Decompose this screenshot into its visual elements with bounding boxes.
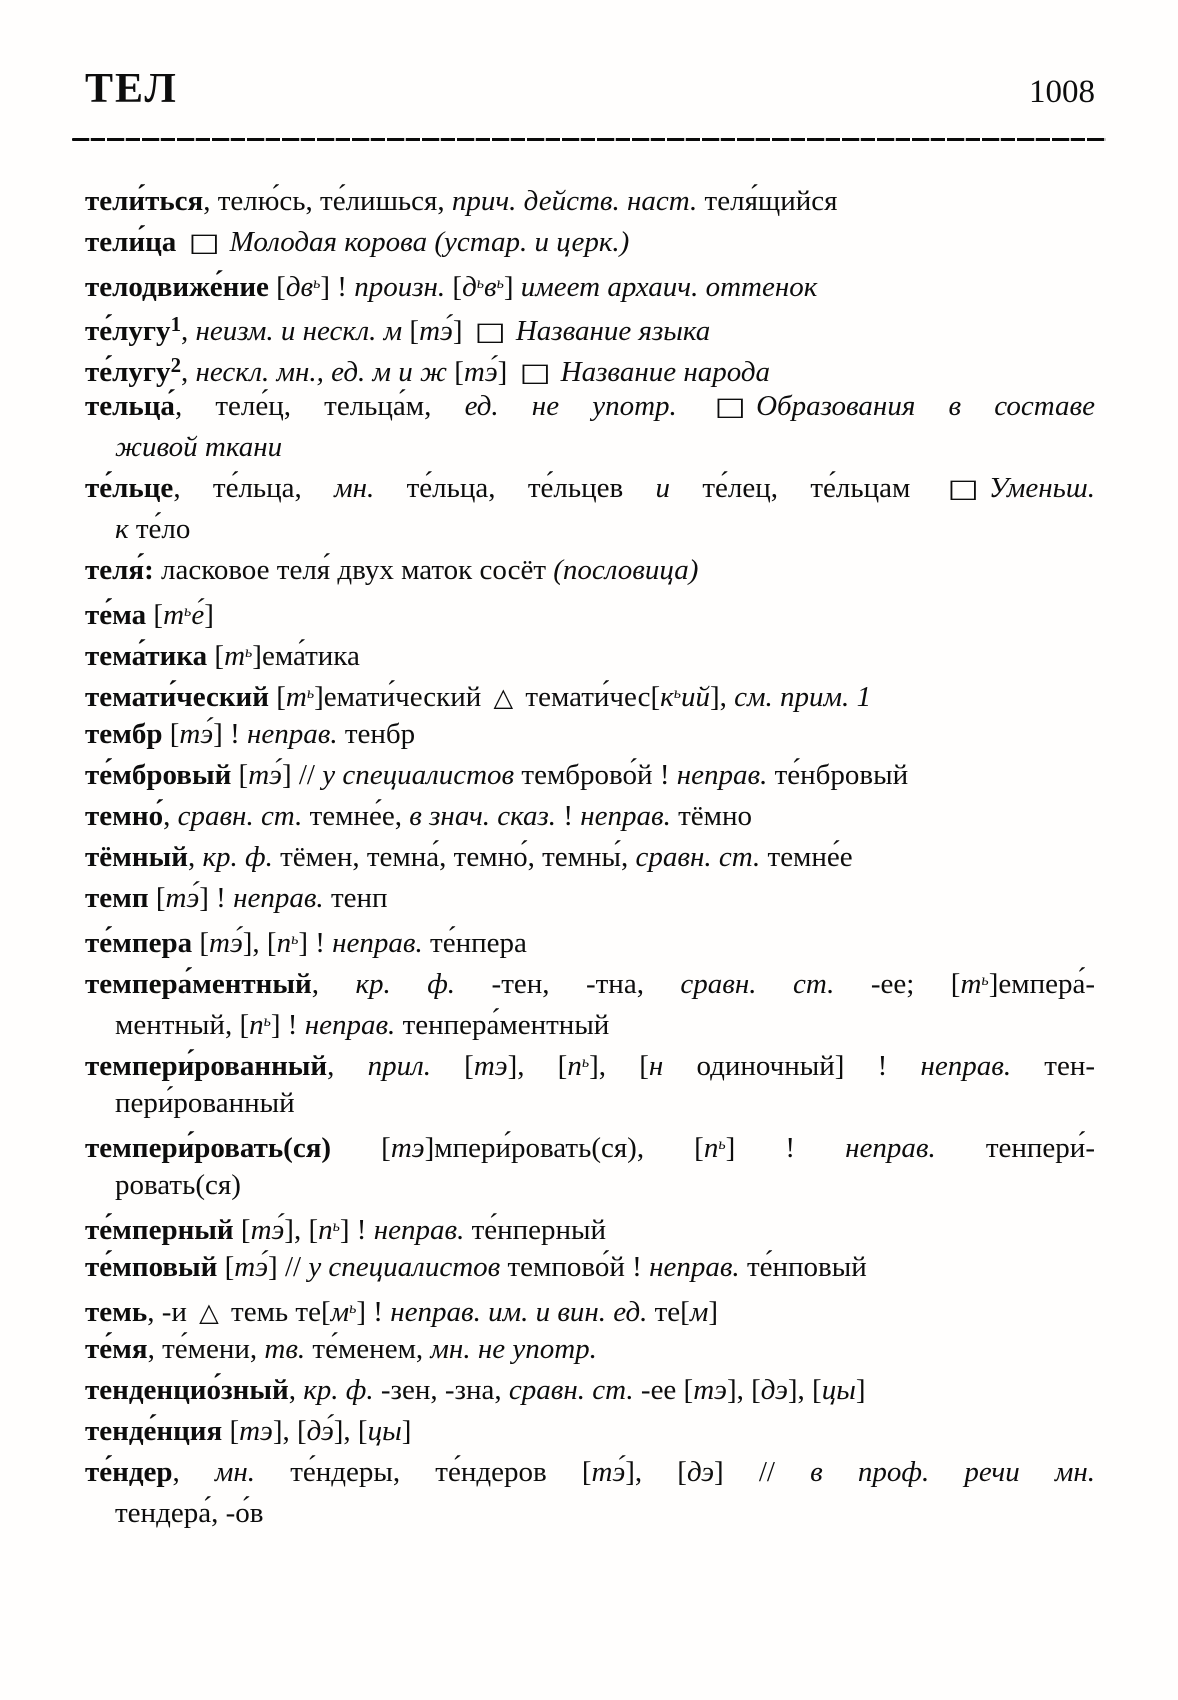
- text-run: см. прим.: [734, 680, 850, 713]
- dictionary-entry: [85, 1452, 1095, 1534]
- entry-line: [85, 1329, 1095, 1370]
- text-run: ь: [291, 931, 299, 948]
- text-run: неправ.: [845, 1131, 936, 1164]
- text-run: тёмно: [670, 800, 753, 832]
- text-run: те́ндеры, те́ндеров [: [255, 1456, 592, 1488]
- text-run: , -и: [147, 1295, 195, 1328]
- text-run: ], [: [787, 1374, 822, 1406]
- text-run: ], [: [333, 1415, 368, 1447]
- text-run: ь: [313, 275, 321, 292]
- definition-square-icon: □: [474, 316, 506, 347]
- text-run: одиночный] !: [663, 1049, 921, 1082]
- text-run: теля́:: [85, 554, 154, 586]
- text-run: тели́ца: [85, 226, 177, 258]
- entry-line: [85, 1370, 1095, 1411]
- text-run: [: [446, 355, 464, 388]
- text-run: неправ.: [246, 718, 338, 750]
- text-run: ед. не употр.: [464, 390, 677, 422]
- text-run: ]: [708, 1295, 719, 1328]
- text-run: цы: [367, 1415, 402, 1447]
- dictionary-entry: [85, 755, 1095, 796]
- text-run: [: [268, 680, 286, 713]
- page-header: [85, 68, 1095, 110]
- text-run: ] !: [320, 270, 355, 303]
- dictionary-entry: [85, 1247, 1095, 1288]
- text-run: те́льце: [85, 472, 174, 504]
- entry-line: [85, 1124, 1095, 1165]
- text-run: [: [331, 1131, 391, 1164]
- text-run: т: [960, 967, 982, 1000]
- text-run: п: [276, 926, 292, 959]
- text-run: ], [: [284, 1213, 319, 1246]
- text-run: те́мповый: [85, 1251, 218, 1283]
- text-run: мн.: [334, 472, 375, 504]
- text-run: неправ.: [580, 800, 671, 832]
- text-run: ментный, [: [115, 1008, 250, 1041]
- text-run: -ее [: [633, 1374, 694, 1406]
- text-run: те́нбровый: [767, 759, 909, 791]
- text-run: [: [192, 926, 210, 959]
- entry-line: [85, 345, 1095, 386]
- text-run: неправ. им. и вин. ед.: [390, 1295, 648, 1328]
- entry-line: [85, 509, 1095, 550]
- text-run: ь: [673, 685, 681, 702]
- text-run: ]емпера́-: [988, 967, 1095, 1000]
- text-run: те́нпера: [422, 926, 527, 959]
- entry-line: [85, 755, 1095, 796]
- text-run: нескл. мн., ед. м и ж: [195, 355, 447, 388]
- text-run: ] !: [339, 1213, 374, 1246]
- text-run: сравн. ст.: [508, 1374, 634, 1406]
- entry-line: [85, 1001, 1095, 1042]
- dictionary-entry: [85, 796, 1095, 837]
- text-run: д: [462, 270, 477, 303]
- triangle-symbol-icon: △: [199, 1297, 219, 1328]
- text-run: тельца́: [85, 390, 175, 422]
- dictionary-entries: [85, 181, 1095, 1534]
- text-run: живой ткани: [115, 431, 283, 463]
- text-run: тэ́: [165, 882, 200, 914]
- text-run: неправ.: [332, 926, 423, 959]
- text-run: м: [330, 1295, 350, 1328]
- text-run: ], [: [507, 1049, 568, 1082]
- text-run: тв.: [264, 1333, 306, 1365]
- dictionary-entry: [85, 1042, 1095, 1124]
- text-run: 1: [170, 312, 181, 336]
- text-run: к: [660, 680, 674, 713]
- text-run: [: [268, 270, 286, 303]
- text-run: ,: [311, 967, 356, 1000]
- entry-line: [85, 1288, 1095, 1329]
- text-run: ], [: [272, 1415, 307, 1447]
- dictionary-entry: [85, 673, 1095, 714]
- text-run: ,: [181, 355, 196, 388]
- text-run: те[: [647, 1295, 690, 1328]
- text-run: неправ.: [649, 1251, 740, 1283]
- text-run: [: [148, 882, 166, 914]
- entry-line: [85, 1083, 1095, 1124]
- text-run: 1: [856, 680, 872, 713]
- entry-line: [85, 878, 1095, 919]
- text-run: ] !: [356, 1295, 391, 1328]
- text-run: Уменьш.: [988, 472, 1095, 504]
- entry-line: [85, 837, 1095, 878]
- triangle-symbol-icon: △: [493, 682, 514, 713]
- text-run: неправ.: [373, 1213, 465, 1246]
- text-run: и: [655, 472, 671, 504]
- text-run: те́мбровый: [85, 759, 232, 791]
- text-run: ] !: [298, 926, 333, 959]
- text-run: неправ.: [920, 1049, 1012, 1082]
- text-run: темне́е: [760, 841, 853, 873]
- text-run: тенпери́-: [935, 1131, 1095, 1164]
- text-run: ий: [681, 680, 710, 713]
- text-run: темати́ческий: [85, 680, 269, 713]
- text-run: ]мпери́ровать(ся), [: [424, 1131, 704, 1164]
- text-run: т: [163, 598, 185, 631]
- entry-line: [85, 632, 1095, 673]
- dictionary-entry: [85, 222, 1095, 263]
- text-run: тэ́: [419, 314, 453, 347]
- text-run: тен-: [1011, 1049, 1095, 1082]
- dictionary-entry: [85, 878, 1095, 919]
- text-run: [: [402, 314, 420, 347]
- entry-line: [85, 673, 1095, 714]
- text-run: ,: [172, 1456, 215, 1488]
- text-run: тэ́: [463, 355, 498, 388]
- entry-line: [85, 1206, 1095, 1247]
- dictionary-entry: [85, 1411, 1095, 1452]
- text-run: [176, 226, 183, 258]
- text-run: -зен, -зна,: [373, 1374, 509, 1406]
- text-run: тенбр: [337, 718, 416, 750]
- text-run: те́мперный: [85, 1213, 234, 1246]
- text-run: произн.: [354, 270, 446, 303]
- text-run: ],: [710, 680, 735, 713]
- text-run: тэ́: [209, 926, 243, 959]
- text-run: ] !: [725, 1131, 846, 1164]
- dictionary-entry: [85, 1329, 1095, 1370]
- entry-line: [85, 263, 1095, 304]
- text-run: тэ́: [234, 1251, 269, 1283]
- text-run: ] !: [270, 1008, 305, 1041]
- text-run: ь: [245, 644, 253, 661]
- text-run: дэ: [760, 1374, 788, 1406]
- text-run: [: [217, 1251, 235, 1283]
- text-run: ]: [204, 598, 214, 631]
- dictionary-entry: [85, 591, 1095, 632]
- text-run: тенп: [323, 882, 388, 914]
- text-run: темь те[: [223, 1295, 331, 1328]
- text-run: ]ема́тика: [252, 639, 360, 672]
- text-run: тендера́, -о́в: [115, 1497, 264, 1529]
- text-run: ь: [581, 1054, 590, 1071]
- text-run: темп: [85, 882, 149, 914]
- text-run: Название народа: [560, 355, 771, 388]
- text-run: п: [249, 1008, 264, 1041]
- text-run: , те́льца,: [173, 472, 335, 504]
- text-run: тэ: [473, 1049, 508, 1082]
- text-run: прич. действ. наст.: [451, 185, 698, 217]
- text-run: (пословица): [553, 554, 699, 586]
- text-run: телодвиже́ние: [85, 270, 269, 303]
- text-run: тенденцио́зный: [85, 1374, 289, 1406]
- entry-line: [85, 304, 1095, 345]
- text-run: мн.: [214, 1456, 256, 1488]
- text-run: тэ́: [179, 718, 214, 750]
- text-run: ь: [332, 1218, 340, 1235]
- text-run: ,: [181, 314, 196, 347]
- text-run: ласковое теля́ двух маток сосёт: [153, 554, 554, 586]
- definition-square-icon: □: [714, 392, 746, 422]
- text-run: в: [484, 270, 497, 303]
- entry-line: [85, 1165, 1095, 1206]
- text-run: м: [689, 1295, 709, 1328]
- entry-line: [85, 550, 1095, 591]
- text-run: тэ́: [248, 759, 282, 791]
- dictionary-entry: [85, 181, 1095, 222]
- text-run: темпера́ментный: [85, 967, 312, 1000]
- text-run: темно́: [85, 800, 164, 832]
- section-title: ТЕЛ: [85, 66, 178, 112]
- entry-line: [85, 386, 1095, 427]
- text-run: мн. не употр.: [430, 1333, 597, 1365]
- text-run: темати́чес[: [518, 680, 661, 713]
- text-run: ровать(ся): [115, 1169, 241, 1201]
- text-run: темпово́й !: [500, 1251, 650, 1283]
- dictionary-entry: [85, 960, 1095, 1042]
- text-run: ь: [476, 275, 484, 292]
- text-run: ]: [452, 314, 470, 347]
- definition-square-icon: □: [947, 474, 979, 504]
- text-run: сравн. ст.: [680, 967, 835, 1000]
- text-run: [677, 390, 710, 422]
- text-run: т: [224, 639, 246, 672]
- text-run: [: [207, 639, 225, 672]
- text-run: те́лугу: [85, 355, 171, 388]
- entry-line: [85, 468, 1095, 509]
- text-run: ,: [163, 800, 178, 832]
- text-run: ь: [496, 275, 504, 292]
- text-run: пери́рованный: [115, 1087, 295, 1119]
- text-run: ь: [718, 1136, 726, 1153]
- dictionary-entry: [85, 837, 1095, 878]
- entry-line: [85, 1247, 1095, 1288]
- text-run: имеет архаич. оттенок: [520, 270, 818, 303]
- text-run: в проф. речи мн.: [810, 1456, 1095, 1488]
- text-run: те́лугу: [85, 314, 171, 347]
- dictionary-entry: [85, 468, 1095, 550]
- text-run: ь: [349, 1300, 357, 1317]
- text-run: -ее; [: [834, 967, 961, 1000]
- text-run: , те́мени,: [147, 1333, 265, 1365]
- text-run: те́ма: [85, 598, 147, 631]
- text-run: темь: [85, 1295, 148, 1328]
- text-run: тенпера́ментный: [395, 1008, 610, 1041]
- text-run: тёмен, темна́, темно́, темны́,: [272, 841, 636, 873]
- text-run: у специалистов: [308, 1251, 501, 1283]
- dictionary-entry: [85, 304, 1095, 345]
- text-run: [: [233, 1213, 251, 1246]
- text-run: тембр: [85, 718, 163, 750]
- entry-line: [85, 1042, 1095, 1083]
- entry-line: [85, 1493, 1095, 1534]
- text-run: -тен, -тна,: [455, 967, 681, 1000]
- text-run: кр. ф.: [303, 1374, 374, 1406]
- entry-line: [85, 1411, 1095, 1452]
- text-run: те́нповый: [739, 1251, 867, 1283]
- text-run: темпери́рованный: [85, 1049, 328, 1082]
- dictionary-entry: [85, 1288, 1095, 1329]
- text-run: ] //: [281, 759, 323, 791]
- text-run: тенде́нция: [85, 1415, 223, 1447]
- text-run: ,: [327, 1049, 368, 1082]
- text-run: сравн. ст.: [177, 800, 303, 832]
- text-run: тэ: [693, 1374, 727, 1406]
- text-run: п: [318, 1213, 333, 1246]
- text-run: п: [703, 1131, 719, 1164]
- dictionary-entry: [85, 386, 1095, 468]
- text-run: те́лец, те́льцам: [670, 472, 943, 504]
- entry-line: [85, 714, 1095, 755]
- text-run: [: [146, 598, 164, 631]
- text-run: ], [: [726, 1374, 761, 1406]
- text-run: ], [: [625, 1456, 687, 1488]
- definition-square-icon: □: [187, 228, 220, 258]
- text-run: [849, 681, 856, 713]
- entry-line: [85, 1452, 1095, 1493]
- dictionary-entry: [85, 1124, 1095, 1206]
- text-run: ]емати́ческий: [314, 680, 489, 713]
- text-run: те́ндер: [85, 1456, 173, 1488]
- text-run: ] !: [199, 882, 234, 914]
- dictionary-entry: [85, 345, 1095, 386]
- text-run: Образования в составе: [756, 390, 1095, 422]
- definition-square-icon: □: [518, 357, 551, 388]
- text-run: те́льца, те́льцев: [374, 472, 656, 504]
- text-run: ] !: [213, 718, 247, 750]
- text-run: те́нперный: [464, 1213, 607, 1246]
- entry-line: [85, 796, 1095, 837]
- text-run: ], [: [589, 1049, 649, 1082]
- text-run: те́мя: [85, 1333, 148, 1365]
- text-run: п: [567, 1049, 582, 1082]
- text-run: тэ: [239, 1415, 273, 1447]
- text-run: [: [222, 1415, 240, 1447]
- text-run: , теле́ц, тельца́м,: [174, 390, 465, 422]
- text-run: н: [648, 1049, 664, 1082]
- text-run: ]: [855, 1374, 866, 1406]
- header-rule: [72, 138, 1106, 141]
- entry-line: [85, 591, 1095, 632]
- text-run: [: [162, 718, 180, 750]
- text-run: [: [445, 270, 463, 303]
- dictionary-entry: [85, 714, 1095, 755]
- text-run: [: [430, 1049, 474, 1082]
- text-run: к: [115, 513, 129, 545]
- text-run: в знач. сказ.: [409, 800, 557, 832]
- page-number: 1008: [1029, 74, 1095, 110]
- text-run: 2: [170, 353, 181, 377]
- text-run: [: [231, 759, 249, 791]
- text-run: ]: [497, 355, 515, 388]
- text-run: темпери́ровать(ся): [85, 1131, 332, 1164]
- entry-line: [85, 919, 1095, 960]
- text-run: !: [556, 800, 581, 832]
- text-run: неправ.: [304, 1008, 396, 1041]
- text-run: ,: [187, 841, 203, 873]
- dictionary-entry: [85, 1370, 1095, 1411]
- text-run: ь: [306, 685, 315, 702]
- text-run: теля́щийся: [697, 185, 838, 217]
- text-run: ь: [184, 603, 192, 620]
- text-run: те́мпера: [85, 926, 193, 959]
- entry-line: [85, 427, 1095, 468]
- text-run: дэ́: [306, 1415, 334, 1447]
- text-run: ], [: [242, 926, 277, 959]
- text-run: ь: [263, 1013, 271, 1030]
- text-run: тема́тика: [85, 639, 208, 672]
- text-run: неправ.: [233, 882, 324, 914]
- text-run: е́: [191, 598, 205, 631]
- text-run: ] //: [268, 1251, 309, 1283]
- dictionary-entry: [85, 550, 1095, 591]
- text-run: те́ло: [128, 513, 191, 545]
- text-run: , телю́сь, те́лишься,: [203, 185, 452, 217]
- text-run: темне́е,: [302, 800, 410, 832]
- text-run: неизм. и нескл. м: [195, 314, 403, 347]
- text-run: ,: [288, 1374, 304, 1406]
- dictionary-entry: [85, 919, 1095, 960]
- text-run: дв: [285, 270, 314, 303]
- text-run: тели́ться: [85, 185, 204, 217]
- text-run: Название языка: [515, 314, 711, 347]
- text-run: темброво́й !: [514, 759, 677, 791]
- text-run: ] //: [714, 1456, 811, 1488]
- text-run: Молодая корова (устар. и церк.): [229, 226, 630, 258]
- text-run: тэ́: [250, 1213, 285, 1246]
- text-run: те́менем,: [305, 1333, 431, 1365]
- text-run: прил.: [367, 1049, 431, 1082]
- text-run: тэ: [390, 1131, 425, 1164]
- entry-line: [85, 960, 1095, 1001]
- text-run: ]: [503, 270, 521, 303]
- text-run: кр. ф.: [355, 967, 456, 1000]
- text-run: кр. ф.: [202, 841, 273, 873]
- text-run: у специалистов: [322, 759, 515, 791]
- dictionary-entry: [85, 632, 1095, 673]
- text-run: сравн. ст.: [635, 841, 761, 873]
- text-run: ь: [981, 972, 989, 989]
- text-run: цы: [821, 1374, 856, 1406]
- entry-line: [85, 222, 1095, 263]
- text-run: неправ.: [676, 759, 768, 791]
- entry-line: [85, 181, 1095, 222]
- text-run: тёмный: [85, 841, 188, 873]
- dictionary-entry: [85, 263, 1095, 304]
- text-run: тэ́: [591, 1456, 626, 1488]
- text-run: ]: [401, 1415, 412, 1447]
- dictionary-entry: [85, 1206, 1095, 1247]
- text-run: т: [285, 680, 307, 713]
- text-run: дэ: [686, 1456, 715, 1488]
